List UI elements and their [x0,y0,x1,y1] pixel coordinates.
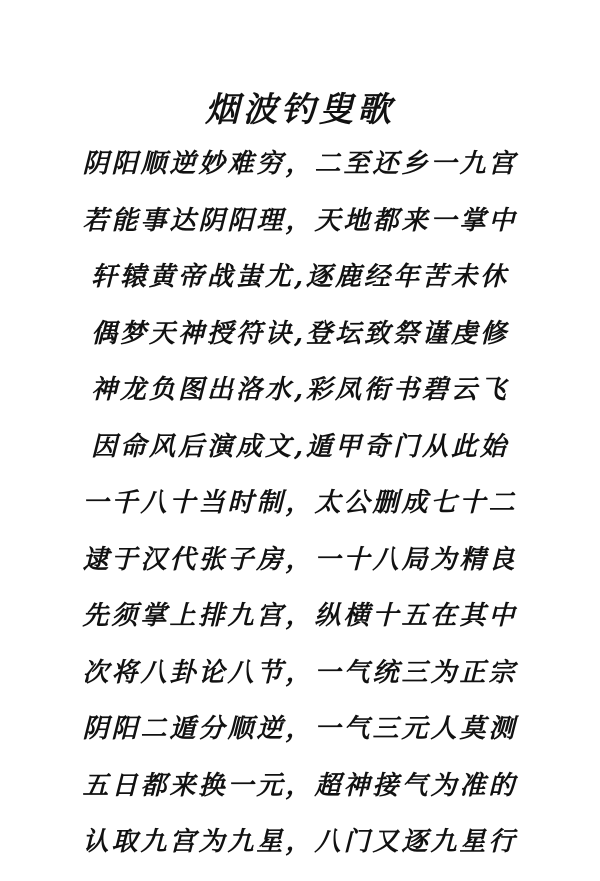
poem-line: 若能事达阴阳理，天地都来一掌中 [82,205,518,236]
poem-line: 先须掌上排九宫，纵横十五在其中 [82,601,518,631]
poem-title: 烟波钓叟歌 [205,90,395,130]
poem-line: 因命风后演成文,遁甲奇门从此始 [90,431,510,462]
poem-line: 逮于汉代张子房，一十八局为精良 [82,544,518,575]
poem-line: 认取九宫为九星，八门又逐九星行 [82,827,518,857]
poem-line: 轩辕黄帝战蚩尤,逐鹿经年苦未休 [90,262,510,292]
poem-line: 一千八十当时制，太公删成七十二 [82,488,518,518]
poem-line: 神龙负图出洛水,彩凤衔书碧云飞 [90,375,510,405]
poem-line: 次将八卦论八节，一气统三为正宗 [82,657,518,688]
poem-line: 五日都来换一元，超神接气为准的 [82,770,518,801]
poem-body [0,146,600,881]
poem-line: 阴阳二遁分顺逆，一气三元人莫测 [82,714,518,744]
poem-line: 偶梦天神授符诀,登坛致祭谨虔修 [90,318,510,349]
poem-line: 阴阳顺逆妙难穷，二至还乡一九宫 [82,149,518,179]
